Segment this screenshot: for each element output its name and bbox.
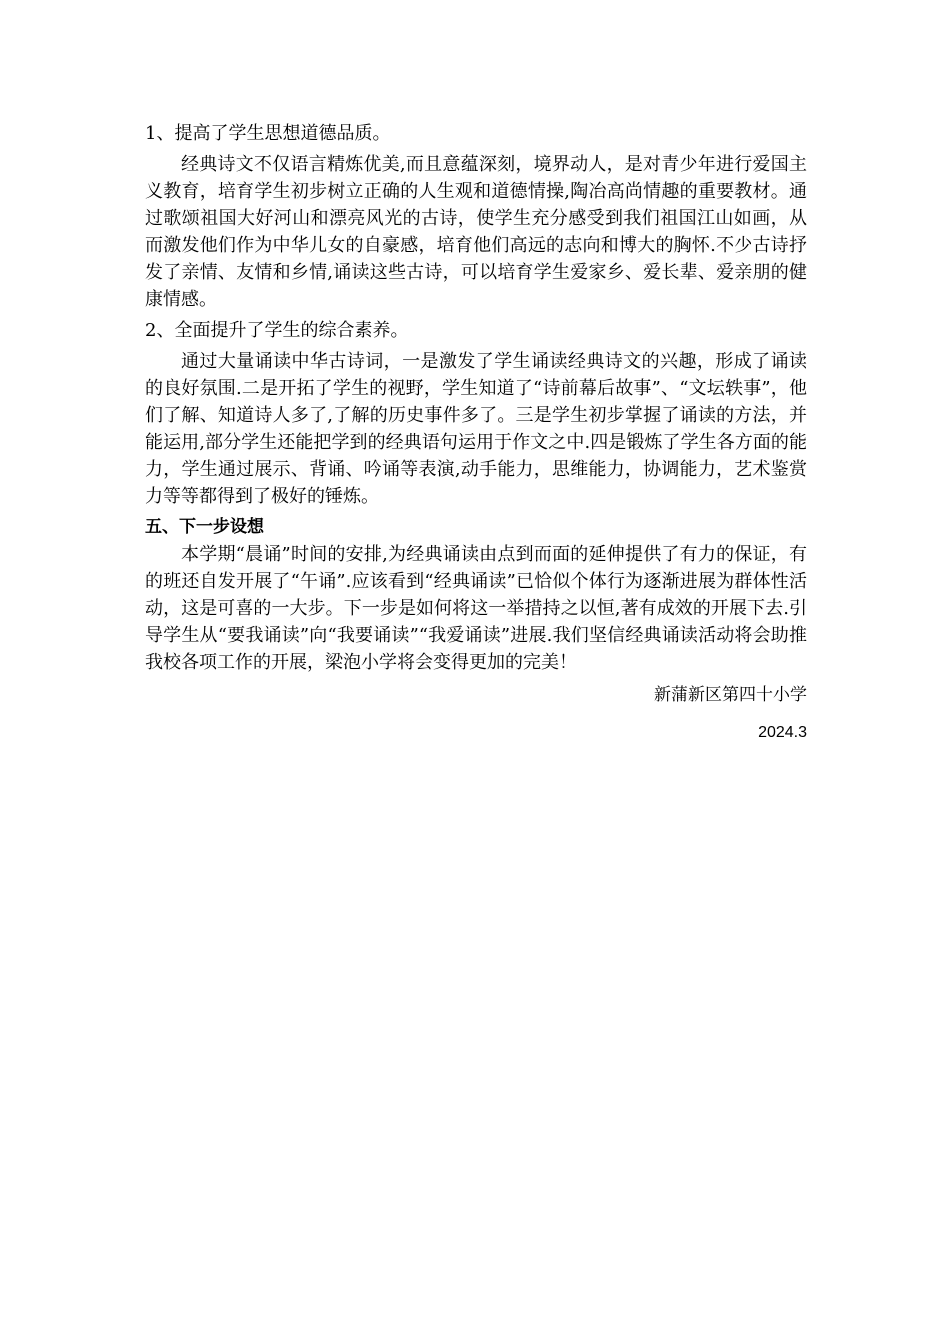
paragraph-next-steps: 本学期“晨诵”时间的安排,为经典诵读由点到而面的延伸提供了有力的保证，有的班还自发开展了“午诵”.应该看到“经典诵读”已恰似个体行为逐渐进展为群体性活动，这是可喜的一大步。下一步是如何将这一举措持之以恒,著有成效的开展下去.引导学生从“要我诵读”向“我要诵读”“我爱诵读”进展.我们坚信经典诵读活动将会助推我校各项工作的开展，梁泡小学将会变得更加的完美！ (145, 544, 807, 673)
document-page (145, 120, 807, 745)
signature-school-name: 新蒲新区第四十小学 (654, 685, 807, 705)
item-heading-comprehensive-quality: 2、全面提升了学生的综合素养。 (145, 320, 409, 341)
section-heading-next-steps: 五、下一步设想 (145, 517, 264, 537)
item-heading-moral-quality: 1、提高了学生思想道德品质。 (145, 123, 391, 144)
paragraph-comprehensive-quality: 通过大量诵读中华古诗词，一是激发了学生诵读经典诗文的兴趣，形成了诵读的良好氛围.二是开拓了学生的视野，学生知道了“诗前幕后故事”、“文坛轶事”，他们了解、知道诗人多了,了解的历史事件多了。三是学生初步掌握了诵读的方法，并能运用,部分学生还能把学到的经典语句运用于作文之中.四是锻炼了学生各方面的能力，学生通过展示、背诵、吟诵等表演,动手能力，思维能力，协调能力，艺术鉴赏力等等都得到了极好的锤炼。 (145, 351, 807, 507)
signature-date: 2024.3 (758, 724, 807, 741)
paragraph-moral-quality: 经典诗文不仅语言精炼优美,而且意蕴深刻，境界动人，是对青少年进行爱国主义教育，培育学生初步树立正确的人生观和道德情操,陶冶高尚情趣的重要教材。通过歌颂祖国大好河山和漂亮风光的古诗，使学生充分感受到我们祖国江山如画，从而激发他们作为中华儿女的自豪感，培育他们高远的志向和博大的胸怀.不少古诗抒发了亲情、友情和乡情,诵读这些古诗，可以培育学生爱家乡、爱长辈、爱亲朋的健康情感。 (145, 154, 807, 310)
